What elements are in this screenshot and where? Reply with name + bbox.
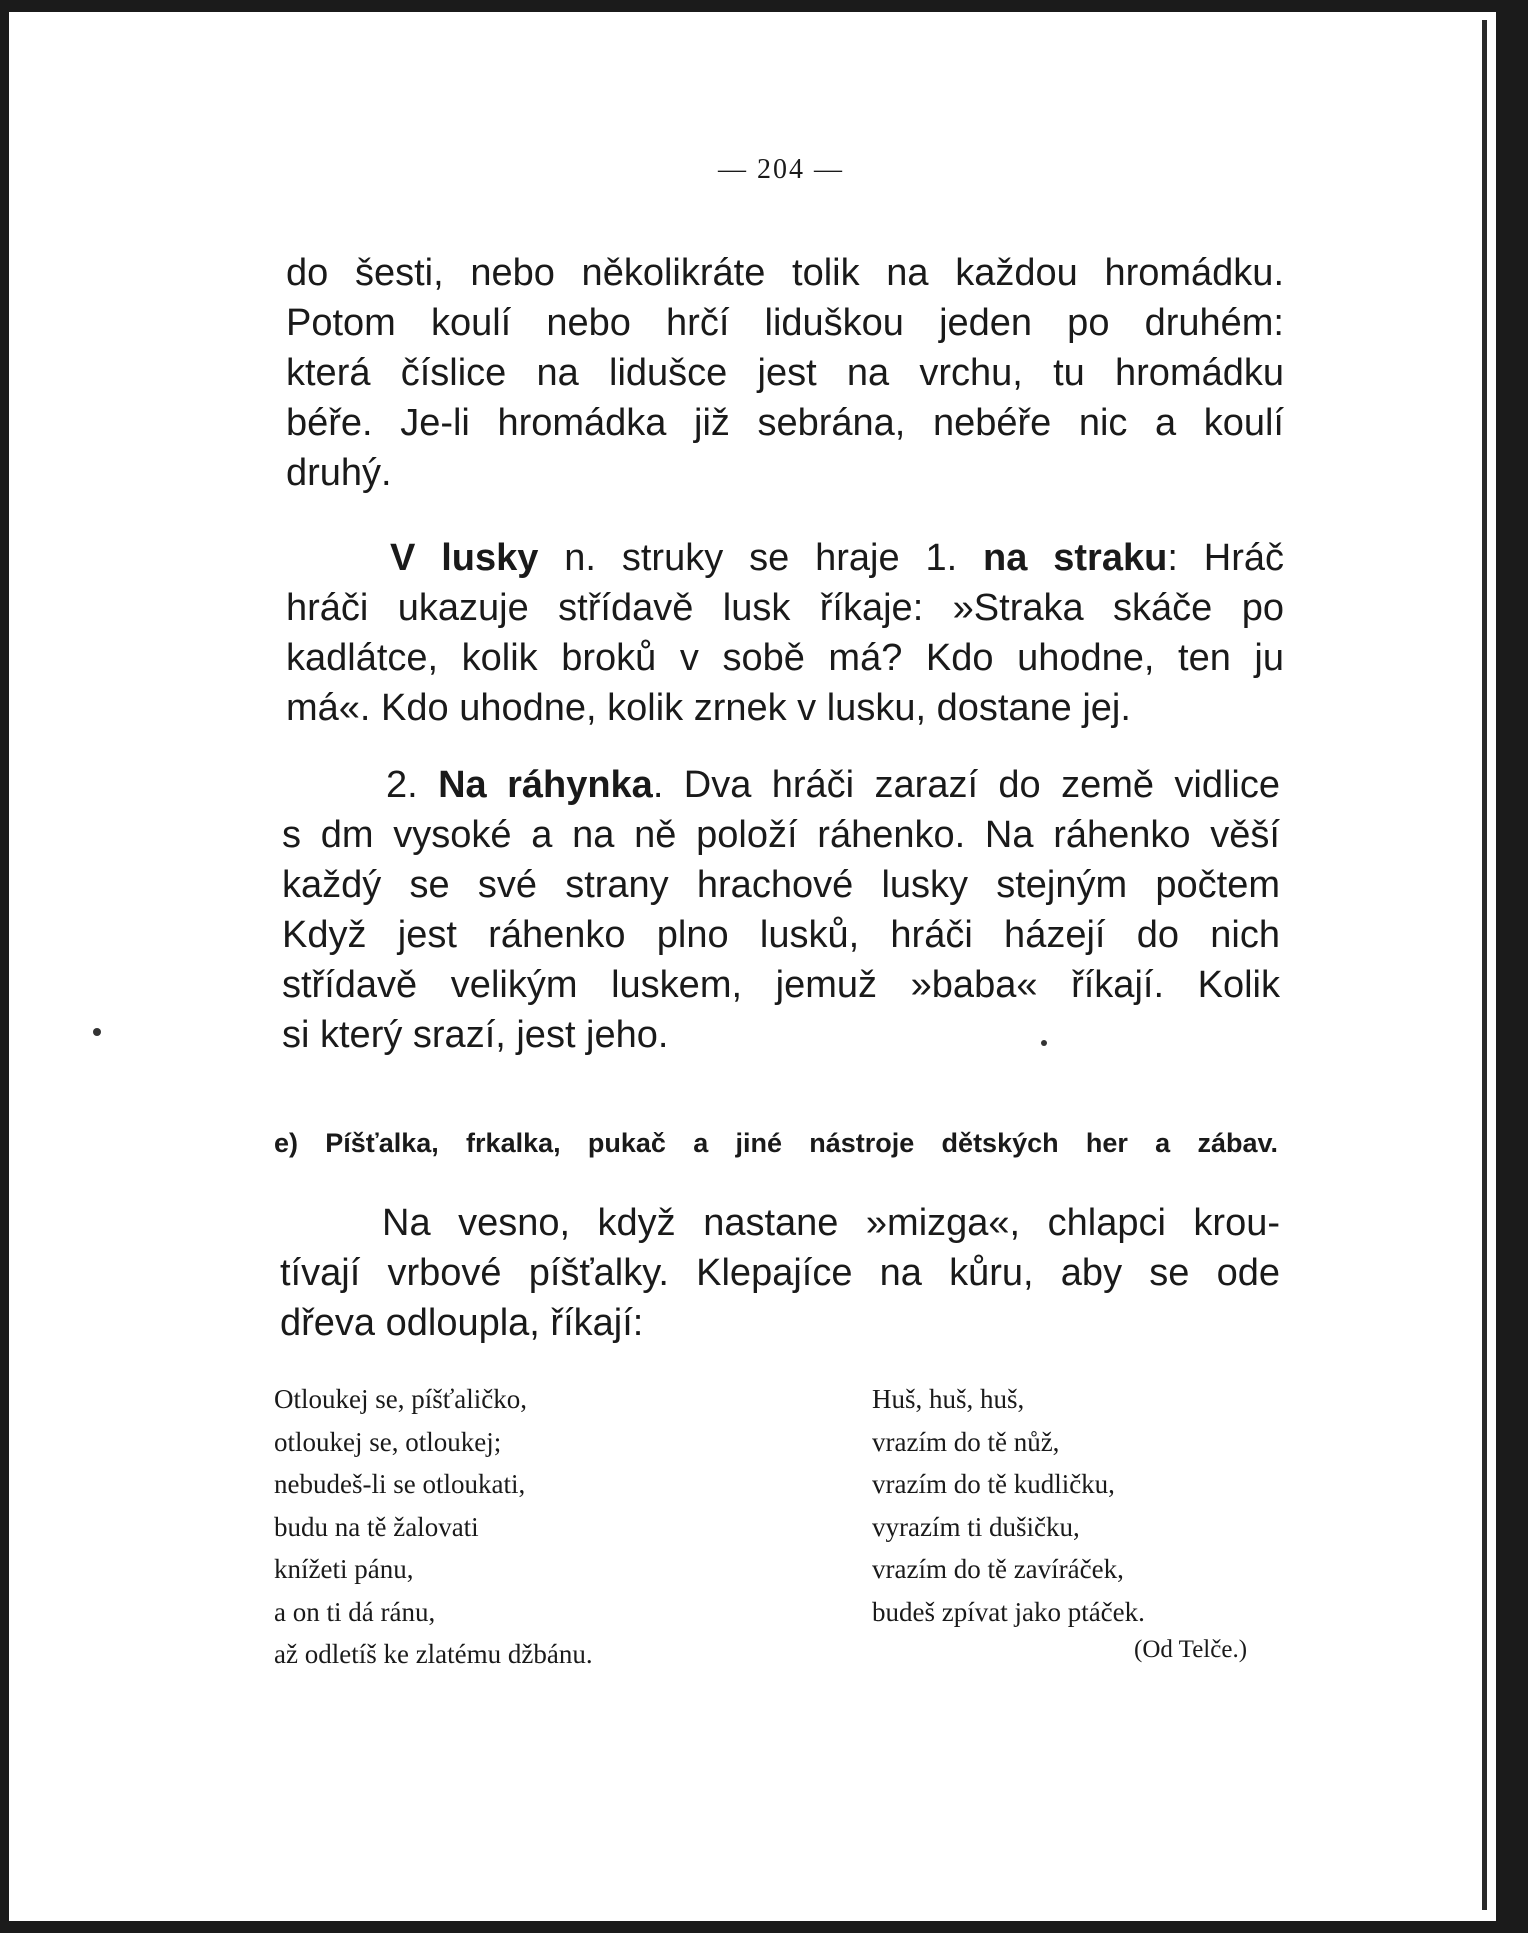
text-line: si který srazí, jest jeho. bbox=[282, 1014, 669, 1056]
verse-line: budu na tě žalovati bbox=[274, 1511, 479, 1542]
text-line: hráči ukazuje střídavě lusk říkaje: »Straka skáče po bbox=[286, 587, 1284, 629]
game-variant-bold: na straku bbox=[983, 537, 1168, 579]
verse-line: knížeti pánu, bbox=[274, 1554, 414, 1584]
page-number: — 204 — bbox=[718, 154, 844, 185]
paragraph-4 bbox=[280, 1198, 1280, 1348]
scan-border-left bbox=[0, 0, 9, 1933]
text-line bbox=[286, 533, 1284, 583]
text-line: Na vesno, když nastane »mizga«, chlapci krou- bbox=[382, 1202, 1280, 1244]
text-line: s dm vysoké a na ně položí ráhenko. Na ráhenko věší bbox=[282, 814, 1280, 856]
verse-line: otloukej se, otloukej; bbox=[274, 1426, 502, 1457]
verse-line: nebudeš-li se otloukati, bbox=[274, 1469, 526, 1499]
text-span: : Hráč bbox=[1167, 537, 1284, 579]
text-line: každý se své strany hrachové lusky stejným počtem bbox=[282, 864, 1280, 906]
verse-left-column bbox=[274, 1378, 593, 1676]
scan-border-right bbox=[1496, 0, 1528, 1933]
paragraph-2 bbox=[286, 533, 1284, 733]
item-number: 2. bbox=[386, 764, 439, 806]
text-span: . Dva hráči zarazí do země vidlice bbox=[652, 764, 1280, 806]
scan-border-bottom bbox=[0, 1921, 1528, 1933]
page-fold-shadow bbox=[1482, 20, 1487, 1910]
verse-line: až odletíš ke zlatému džbánu. bbox=[274, 1639, 593, 1669]
text-line: tívají vrbové píšťalky. Klepajíce na kůru, aby se ode bbox=[280, 1252, 1280, 1294]
text-line: střídavě velikým luskem, jemuž »baba« říkají. Kolik bbox=[282, 964, 1280, 1006]
verse-line: budeš zpívat jako ptáček. bbox=[872, 1596, 1145, 1627]
paragraph-3 bbox=[282, 760, 1280, 1060]
text-line: dřeva odloupla, říkají: bbox=[280, 1302, 644, 1344]
game-name-bold: Na ráhynka bbox=[438, 764, 653, 806]
scan-speck bbox=[93, 1028, 101, 1036]
text-span: n. struky se hraje 1. bbox=[538, 537, 984, 579]
verse-line: vrazím do tě zavíráček, bbox=[872, 1554, 1124, 1584]
section-heading: e) Píšťalka, frkalka, pukač a jiné nástroje dětských her a zábav. bbox=[274, 1128, 1278, 1158]
text-line: druhý. bbox=[286, 452, 392, 494]
game-name-bold: V lusky bbox=[390, 537, 539, 579]
scan-border-top bbox=[0, 0, 1528, 12]
text-line: do šesti, nebo několikráte tolik na každou hromádku. bbox=[286, 252, 1284, 294]
verse-source: (Od Telče.) bbox=[1134, 1636, 1248, 1663]
text-line: kadlátce, kolik broků v sobě má? Kdo uhodne, ten ju bbox=[286, 637, 1284, 679]
text-line bbox=[282, 760, 1280, 810]
text-line: Potom koulí nebo hrčí liduškou jeden po druhém: bbox=[286, 302, 1284, 344]
text-line: Když jest ráhenko plno lusků, hráči házejí do nich bbox=[282, 914, 1280, 956]
verse-line: vyrazím ti dušičku, bbox=[872, 1511, 1080, 1542]
verse-line: vrazím do tě kudličku, bbox=[872, 1469, 1115, 1499]
text-line: béře. Je-li hromádka již sebrána, nebéře nic a koulí bbox=[286, 402, 1284, 444]
text-line: má«. Kdo uhodne, kolik zrnek v lusku, dostane jej. bbox=[286, 687, 1131, 729]
verse-right-column bbox=[872, 1378, 1145, 1633]
verse-line: vrazím do tě nůž, bbox=[872, 1426, 1060, 1457]
verse-line: a on ti dá ránu, bbox=[274, 1596, 436, 1627]
paragraph-1 bbox=[286, 248, 1284, 498]
text-line: která číslice na lidušce jest na vrchu, tu hromádku bbox=[286, 352, 1284, 394]
verse-line: Huš, huš, huš, bbox=[872, 1384, 1025, 1414]
verse-line: Otloukej se, píšťaličko, bbox=[274, 1384, 527, 1414]
